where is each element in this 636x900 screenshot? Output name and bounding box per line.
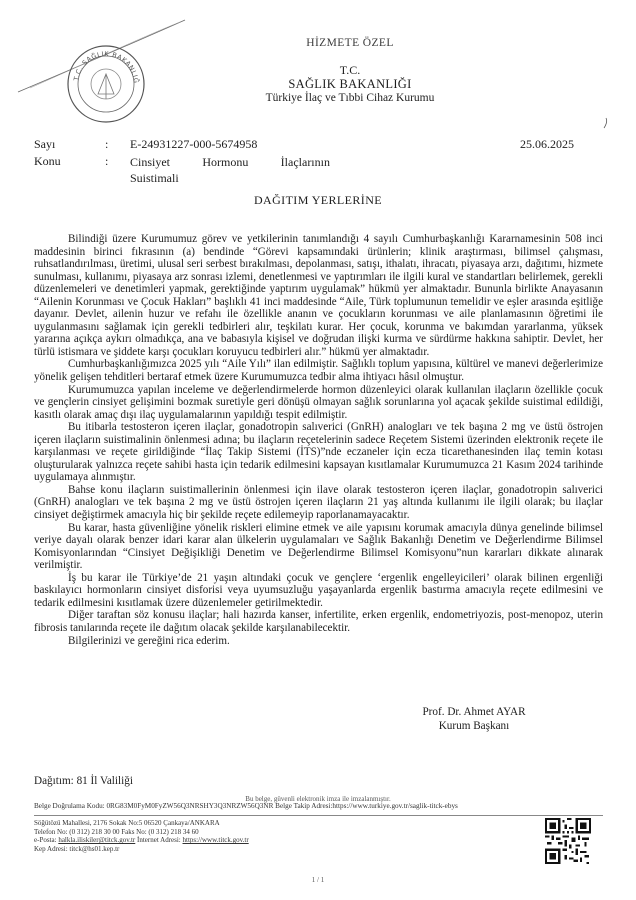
subject — [130, 154, 330, 186]
agency-heading: Türkiye İlaç ve Tıbbi Cihaz Kurumu — [265, 92, 435, 104]
document-number: E-24931227-000-5674958 — [130, 137, 258, 151]
signatory-title: Kurum Başkanı — [438, 720, 510, 732]
body-paragraph: Kurumumuzca yapılan inceleme ve değerlendirmelerde hormon düzenleyici olarak kullanılan ilaçların özellikle çocuk ve gençlerin cinsiyet gelişimini bozmak suretiyle geri dönüşü olmayan sağlık sorunlarına yol açacak şekilde suistimal edildiği, kasıtlı olarak amaç dışı ilaç uygulamalarının yapıldığı tespit edilmiştir. — [34, 383, 603, 421]
konu-colon: : — [105, 154, 109, 168]
subject-word: Cinsiyet — [130, 155, 171, 169]
internet-link[interactable]: https://www.titck.gov.tr — [182, 836, 249, 845]
esign-note: Bu belge, güvenli elektronik imza ile imzalanmıştır. — [245, 795, 391, 803]
subject-word: Hormonu — [202, 155, 249, 169]
subject-word: İlaçlarının — [280, 155, 330, 169]
ministry-seal-logo — [66, 44, 146, 124]
konu-label: Konu — [34, 154, 61, 168]
body-paragraph: Cumhurbaşkanlığımızca 2025 yılı “Aile Yılı” ilan edilmiştir. Sağlıklı toplum yapısına, kültürel ve manevi değerlerimize yönelik gelişen tehditleri bertaraf etmek üzere Kurumumuzca tedbir alma ihtiyacı hâsıl olmuştur. — [34, 358, 603, 384]
document-date: 25.06.2025 — [520, 137, 574, 151]
footer-web — [34, 836, 249, 845]
footer-divider — [34, 815, 603, 816]
seal-text: T.C. SAĞLIK BAKANLIĞ — [72, 49, 141, 84]
body-paragraph: Bilgilerinizi ve gereğini rica ederim. — [68, 634, 230, 647]
body-paragraph: Bahse konu ilaçların suistimallerinin önlenmesi için ilave olarak testosteron içeren ilaçlar, gonadotropin salıverici (GnRH) analogları ve tek başına 2 mg ve üstü östrojen içeren ilaçların 21 yaş altında kullanımı ile ilgili olarak; bu ilaçlar cinsiyet değiştirmek amacıyla hiç bir şekilde reçete edilemeyip raporlanamayacaktır. — [34, 483, 603, 522]
page-number: 1 / 1 — [311, 876, 325, 884]
signatory-name: Prof. Dr. Ahmet AYAR — [422, 706, 526, 718]
sayi-colon: : — [105, 137, 109, 151]
body-paragraph: Diğer taraftan söz konusu ilaçlar; hali hazırda kanser, infertilite, erken ergenlik, endometriyozis, post-menopoz, uterin fibrosis tanılarında reçete ile dağıtım olacak şekilde karşılanabilecektir. — [34, 609, 603, 634]
footer-phone: Telefon No: (0 312) 218 30 00 Faks No: (0 312) 218 34 60 — [34, 827, 199, 836]
ministry-heading: SAĞLIK BAKANLIĞI — [288, 77, 412, 91]
distribution-list: Dağıtım: 81 İl Valiliği — [34, 775, 133, 787]
qr-code-icon — [545, 818, 591, 864]
signature-block — [404, 705, 544, 733]
sayi-label: Sayı — [34, 137, 56, 151]
eposta-link[interactable]: halkla.iliskiler@titck.gov.tr — [58, 836, 136, 845]
footer-address: Söğütözü Mahallesi, 2176 Sokak No:5 06520 Çankaya/ANKARA — [34, 819, 220, 827]
internet-label: İnternet Adresi: — [137, 836, 183, 845]
verification-line: Belge Doğrulama Kodu: 0RG83M0FyM0FyZW56Q3NRSHY3Q3NRZW56Q3NR Belge Takip Adresi:https://www.turkiye.gov.tr/saglik-titck-ebys — [34, 802, 458, 810]
recipient-heading: DAĞITIM YERLERİNE — [253, 193, 382, 207]
eposta-label: e-Posta: — [34, 836, 59, 845]
svg-text:T.C. SAĞLIK BAKANLIĞI — [66, 44, 141, 84]
footer-contact — [34, 819, 249, 853]
letter-body — [34, 233, 603, 647]
country-heading: T.C. — [339, 63, 361, 77]
body-paragraph: İş bu karar ile Türkiye’de 21 yaşın altındaki çocuk ve gençlere ‘ergenlik engelleyicileri’ olarak bilinen ergenliği baskılayıcı hormonların cinsiyet disforisi veya uyumsuzluğu yaşayanlarda ergenlik bastırma amacıyla reçete edilmesini ve tedarik edilmesini kısıtlamak üzere düzenlemeler getirilmektedir. — [34, 571, 603, 609]
footer-kep: Kep Adresi: titck@hs01.kep.tr — [34, 844, 120, 853]
privacy-classification: HİZMETE ÖZEL — [306, 37, 394, 49]
subject-line-2: Suistimali — [130, 171, 179, 185]
body-paragraph: Bu karar, hasta güvenliğine yönelik riskleri elimine etmek ve aile yapısını korumak amacıyla dünya genelinde bilimsel veriye dayalı olarak benzer idari karar alan ülkelerin uygulamaları ve Sağlık Bakanlığı Denetim ve Değerlendirme Bilimsel Komisyonlarından “Cinsiyet Değişikliği Denetim ve Değerlendirme Bilimsel Komisyonu”nun kararları dikkate alınarak verilmiştir. — [34, 521, 603, 572]
body-paragraph: Bilindiği üzere Kurumumuz görev ve yetkilerinin tanımlandığı 4 sayılı Cumhurbaşkanlığı Kararnamesinin 508 inci maddesinin birinci fıkrasının (a) bendinde “Görevi kapsamındaki ürünlerin; klinik araştırması, bilimsel çalışması, ruhsatlandırılması, üretimi, ulusal seri serbest bırakılması, depolanması, satışı, ithalatı, ihracatı, piyasaya arzı, dağıtımı, hizmete sunulması, kullanımı, piyasaya arz sonrası izlemi, denetlenmesi ve yaptırımları ile ilgili kural ve standartları belirlemek, gerekli düzenlemeleri ve denetimleri yapmak, gerektiğinde yaptırım uygulamak” hükmü yer almaktadır. Bununla birlikte Anayasanın “Ailenin Korunması ve Çocuk Hakları” başlıklı 41 inci maddesinde “Aile, Türk toplumunun temelidir ve eşler arasında eşitliğe dayanır. Devlet, ailenin huzur ve refahı ile özellikle ananın ve çocukların korunması ve aile planlamasının öğretimi ile uygulanmasını sağlamak için gerekli tedbirleri alır, teşkilatı kurar. Her çocuk, korunma ve bakımdan yararlanma, yüksek yararına açıkça aykırı olmadıkça, ana ve babasıyla kişisel ve doğrudan ilişki kurma ve sürdürme hakkına sahiptir. Devlet, her türlü istismara ve şiddete karşı çocukları koruyucu tedbirleri alır.” hükmü yer almaktadır. — [34, 233, 603, 358]
body-paragraph: Bu itibarla testosteron içeren ilaçlar, gonadotropin salıverici (GnRH) analogları ve tek başına 2 mg ve üstü östrojen içeren ilaçların suistimalinin önlenmesi adına; bu ilaçların reçetelerinin sadece Reçetem Sistemi üzerinden elektronik reçete ile karşılanması ve reçete girildiğinde “İlaç Takip Sistemi (İTS)”nde eczaneler için ecza ticarethanesinden ilaç temin kotası oluşturularak yalnızca reçete sahibi hasta için tedarik edilmesini kapsayan kısıtlamalar Kurumumuzca 21 Kasım 2024 tarihinde uygulamaya alınmıştır. — [34, 421, 603, 484]
